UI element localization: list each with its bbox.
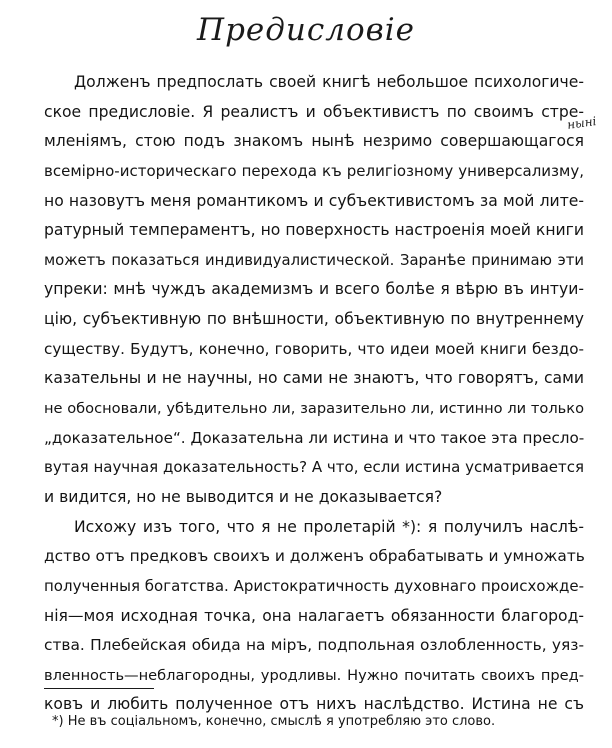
text-line: ратурный темпераментъ, но поверхность настроенія моей книги <box>44 221 584 240</box>
text-line: Долженъ предпослать своей книгѣ небольшое психологиче- <box>74 73 584 91</box>
text-line: существу. Будутъ, конечно, говорить, что идеи моей книги бездо- <box>44 339 584 358</box>
paragraph <box>44 68 584 513</box>
text-line: „доказательное“. Доказательна ли истина и что такое эта пресло- <box>44 428 585 447</box>
text-line: не обосновали, убѣдительно ли, заразительно ли, истинно ли только <box>44 400 584 418</box>
text-line: и видится, но не выводится и не доказывается? <box>44 487 443 506</box>
text-line: упреки: мнѣ чуждъ академизмъ и всего болѣе я вѣрю въ интуи- <box>44 280 584 299</box>
text-line: цію, субъективную по внѣшности, объективную по внутреннему <box>44 310 584 329</box>
text-line: ковъ и любить полученное отъ нихъ наслѣдство. Истина не съ <box>44 695 584 714</box>
text-line: казательны и не научны, но сами не знаютъ, что говорятъ, сами <box>44 369 584 388</box>
text-line: можетъ показаться индивидуалистической. Заранѣе принимаю эти <box>44 251 584 269</box>
handwritten-marginal-note: ныні <box>566 114 598 132</box>
text-line: вутая научная доказательность? А что, если истина усматривается <box>44 458 584 477</box>
text-line: вленность—неблагородны, уродливы. Нужно почитать своихъ пред- <box>44 666 584 684</box>
text-line: но назовутъ меня романтикомъ и субъективистомъ за мой лите- <box>44 191 584 210</box>
text-line: дство отъ предковъ своихъ и долженъ обрабатывать и умножать <box>44 547 585 566</box>
text-line: всемірно-историческаго перехода къ религіозному универсализму, <box>44 161 584 180</box>
text-line: полученныя богатства. Аристократичность духовнаго происхожде- <box>44 576 585 595</box>
text-line: Исхожу изъ того, что я не пролетарій *): я получилъ наслѣ- <box>74 517 584 536</box>
footnote: *) Не въ соціальномъ, конечно, смыслѣ я употребляю это слово. <box>52 714 496 729</box>
footnote-divider <box>44 688 154 689</box>
body-text <box>44 68 584 720</box>
text-line: мленіямъ, стою подъ знакомъ нынѣ незримо совершающагося <box>44 132 584 151</box>
text-line: ства. Плебейская обида на міръ, подпольная озлобленность, уяз- <box>44 636 584 655</box>
page-title: Предисловіе <box>197 12 415 48</box>
text-line: ское предисловіе. Я реалистъ и объективистъ по своимъ стре- <box>44 102 584 121</box>
text-line: нія—моя исходная точка, она налагаетъ обязанности благород- <box>44 606 584 625</box>
